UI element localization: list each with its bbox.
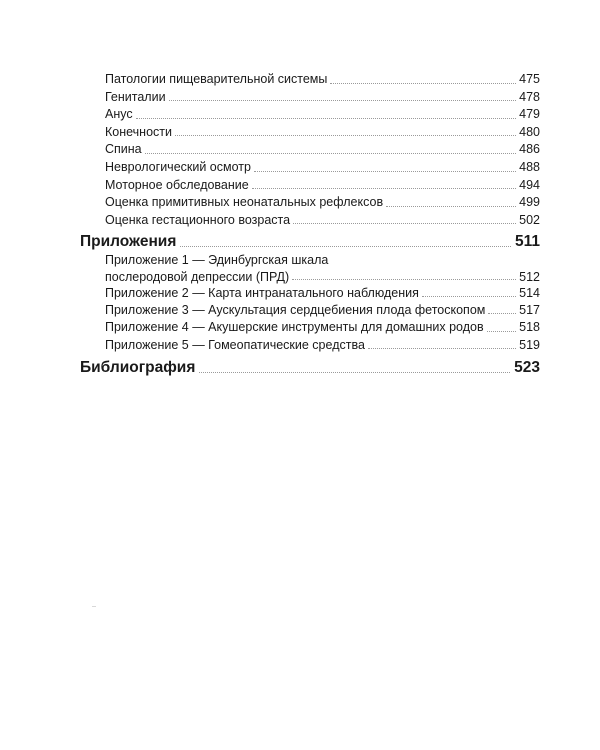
toc-entry-label: Приложение 2 — Карта интранатального наблюдения bbox=[105, 285, 419, 300]
toc-entry-label: Моторное обследование bbox=[105, 177, 249, 192]
toc-entry[interactable] bbox=[105, 177, 540, 195]
dot-leader bbox=[368, 348, 516, 349]
toc-entry-page: 519 bbox=[519, 337, 540, 352]
toc-entry-label-continued: послеродовой депрессии (ПРД) bbox=[105, 269, 290, 284]
toc-entry-label: Спина bbox=[105, 142, 142, 157]
toc-entry[interactable] bbox=[105, 124, 540, 142]
toc-entry[interactable] bbox=[105, 89, 540, 107]
toc-entry[interactable] bbox=[105, 159, 540, 177]
toc-entry-label: Патологии пищеварительной системы bbox=[105, 72, 328, 86]
toc-entry-page: 486 bbox=[519, 142, 540, 157]
toc-entry-label: Оценка гестационного возраста bbox=[105, 212, 291, 227]
dot-leader bbox=[136, 118, 517, 119]
toc-appendix-list bbox=[105, 252, 540, 354]
toc-section-appendices[interactable] bbox=[80, 232, 540, 252]
toc-entry-label: Конечности bbox=[105, 124, 172, 139]
toc-entry-label: Анус bbox=[105, 107, 133, 122]
toc-subsection-list bbox=[105, 71, 540, 229]
toc-entry-page: 479 bbox=[519, 107, 540, 122]
section-page: 511 bbox=[514, 233, 540, 250]
dot-leader bbox=[292, 279, 516, 280]
dot-leader bbox=[199, 372, 510, 373]
toc-entry-label: Неврологический осмотр bbox=[105, 159, 251, 174]
toc-entry-appendix-1[interactable] bbox=[105, 252, 540, 285]
toc-entry-appendix-4[interactable] bbox=[105, 319, 540, 336]
toc-entry-appendix-2[interactable] bbox=[105, 285, 540, 302]
scan-mark bbox=[92, 606, 96, 607]
toc-entry[interactable] bbox=[105, 141, 540, 159]
toc-entry-appendix-5[interactable] bbox=[105, 337, 540, 354]
toc-entry-label: Оценка примитивных неонатальных рефлексов bbox=[105, 195, 384, 210]
toc-entry-label: Приложение 1 — Эдинбургская шкала bbox=[105, 253, 329, 267]
dot-leader bbox=[180, 246, 511, 247]
dot-leader bbox=[330, 83, 516, 84]
dot-leader bbox=[386, 206, 516, 207]
toc-entry-page: 488 bbox=[519, 159, 540, 174]
toc-entry-page: 518 bbox=[519, 320, 540, 335]
section-page: 523 bbox=[514, 359, 540, 376]
toc-entry-page: 502 bbox=[519, 212, 540, 227]
toc-entry-page: 514 bbox=[519, 285, 540, 300]
dot-leader bbox=[488, 313, 516, 314]
toc-entry-label: Приложение 3 — Аускультация сердцебиения плода фетоскопом bbox=[105, 303, 486, 318]
toc-entry[interactable] bbox=[105, 71, 540, 89]
toc-entry-page: 480 bbox=[519, 124, 540, 139]
dot-leader bbox=[487, 331, 517, 332]
toc-entry-page: 499 bbox=[519, 195, 540, 210]
toc-section-bibliography[interactable] bbox=[80, 358, 540, 378]
dot-leader bbox=[254, 171, 516, 172]
toc-entry-page: 517 bbox=[519, 303, 540, 318]
dot-leader bbox=[252, 188, 516, 189]
dot-leader bbox=[293, 223, 516, 224]
toc-entry-label: Приложение 4 — Акушерские инструменты для домашних родов bbox=[105, 320, 484, 335]
dot-leader bbox=[422, 296, 516, 297]
toc-entry[interactable] bbox=[105, 194, 540, 212]
toc-entry-page: 478 bbox=[519, 89, 540, 104]
toc-entry[interactable] bbox=[105, 212, 540, 230]
toc-entry-page: 475 bbox=[519, 72, 540, 86]
toc-entry-appendix-3[interactable] bbox=[105, 302, 540, 319]
toc-entry-page: 494 bbox=[519, 177, 540, 192]
toc-entry-label: Приложение 5 — Гомеопатические средства bbox=[105, 337, 365, 352]
section-title: Приложения bbox=[80, 233, 177, 250]
dot-leader bbox=[145, 153, 517, 154]
toc-entry-page: 512 bbox=[519, 269, 540, 284]
toc-entry-label: Гениталии bbox=[105, 89, 166, 104]
toc-entry[interactable] bbox=[105, 106, 540, 124]
section-title: Библиография bbox=[80, 359, 196, 376]
dot-leader bbox=[175, 135, 516, 136]
dot-leader bbox=[169, 100, 517, 101]
